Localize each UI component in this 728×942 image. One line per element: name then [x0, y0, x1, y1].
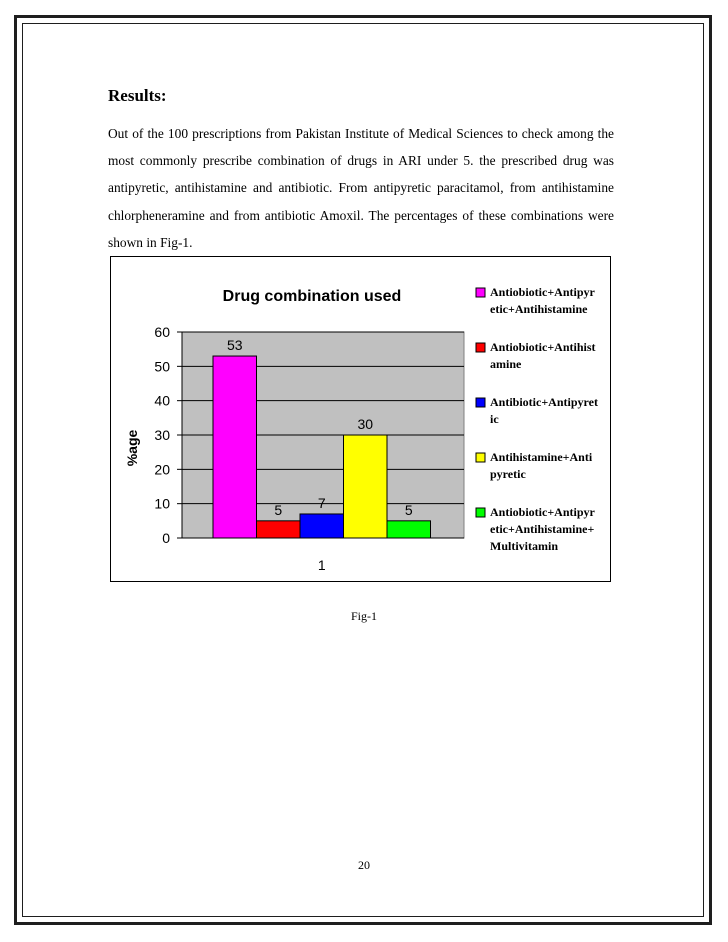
chart-title: Drug combination used — [222, 288, 402, 305]
legend-label-4: pyretic — [490, 467, 526, 481]
bar-4 — [344, 435, 388, 538]
legend-swatch-2 — [476, 343, 485, 352]
y-tick-label: 30 — [154, 427, 170, 443]
legend-label-5: Antiobiotic+Antipyr — [490, 505, 595, 519]
legend-label-1: etic+Antihistamine — [490, 302, 588, 316]
legend-label-2: amine — [490, 357, 522, 371]
bar-chart — [111, 257, 610, 581]
data-label: 30 — [357, 416, 374, 432]
data-label: 5 — [274, 501, 283, 518]
legend-label-3: ic — [490, 412, 499, 426]
y-axis-label: %age — [124, 429, 140, 467]
bar-5 — [387, 521, 431, 538]
y-tick-label: 20 — [154, 461, 170, 478]
data-label: 5 — [404, 501, 413, 518]
y-tick-label: 10 — [154, 495, 170, 512]
page-number: 20 — [358, 858, 370, 872]
legend-swatch-4 — [476, 453, 485, 462]
legend-label-5: etic+Antihistamine+ — [490, 522, 595, 536]
legend-label-5: Multivitamin — [490, 539, 558, 553]
y-tick-label: 40 — [154, 392, 170, 409]
bar-3 — [300, 514, 344, 538]
legend-swatch-3 — [476, 398, 485, 407]
data-label: 53 — [226, 337, 243, 354]
bar-1 — [213, 356, 257, 538]
figure-caption: Fig-1 — [350, 609, 377, 623]
legend-swatch-5 — [476, 508, 485, 517]
y-tick-label: 60 — [154, 324, 170, 340]
y-tick-label: 0 — [162, 530, 170, 546]
data-label: 7 — [317, 494, 326, 511]
bar-2 — [257, 521, 301, 538]
legend-label-4: Antihistamine+Anti — [490, 450, 593, 464]
x-category-label: 1 — [317, 557, 326, 573]
section-heading: Results: — [108, 86, 167, 105]
legend-label-2: Antiobiotic+Antihist — [490, 340, 596, 354]
y-tick-label: 50 — [154, 358, 170, 375]
legend-label-1: Antiobiotic+Antipyr — [490, 285, 595, 299]
legend-label-3: Antibiotic+Antipyret — [490, 395, 598, 409]
legend-swatch-1 — [476, 288, 485, 297]
chart-container — [110, 256, 611, 582]
results-paragraph: Out of the 100 prescriptions from Pakistan Institute of Medical Sciences to check among the most commonly prescribe combination of drugs in ARI under 5. the prescribed drug was antipyretic, antihistamine and antibiotic. From antipyretic paracitamol, from antihistamine chlorpheneramine and from antibiotic Amoxil. The percentages of these combinations were shown in Fig-1. — [108, 126, 614, 250]
